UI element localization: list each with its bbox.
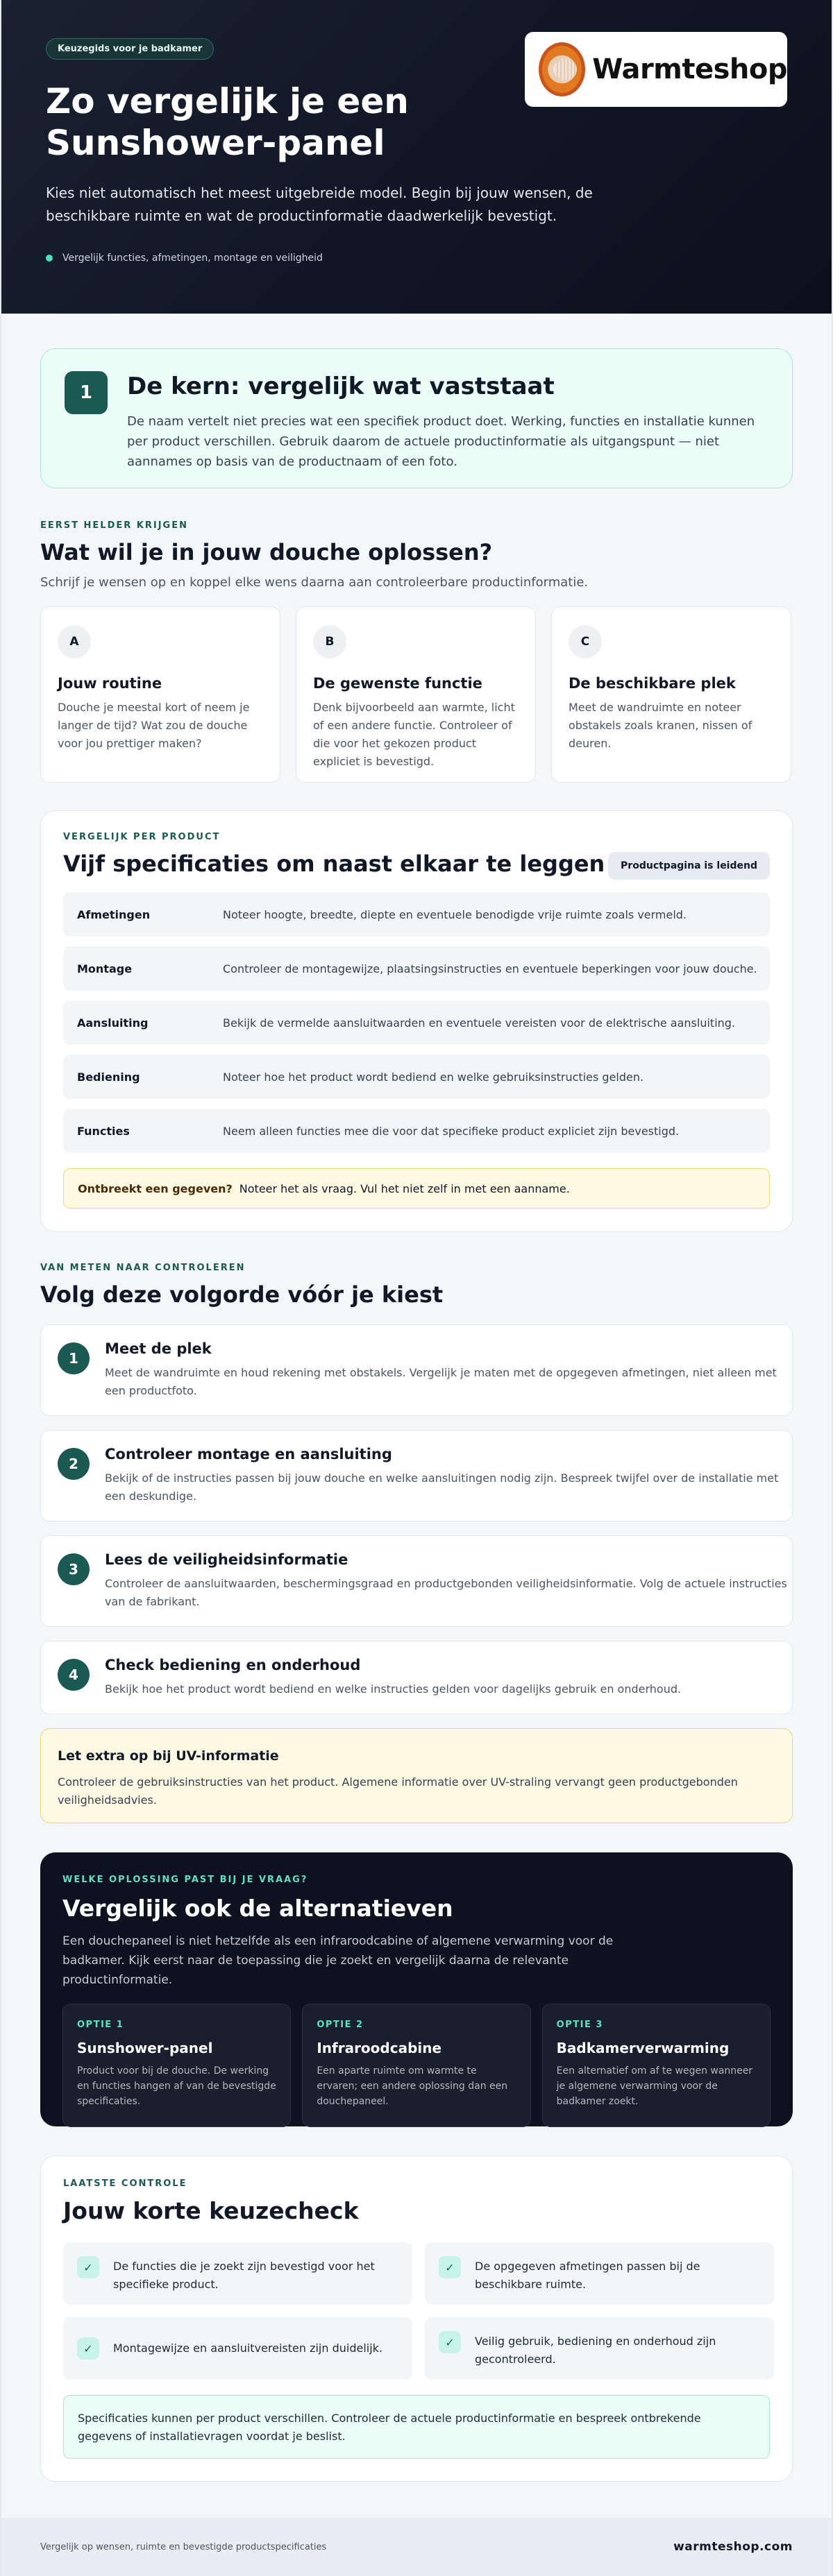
spec-row bbox=[63, 1055, 770, 1099]
option-label: OPTIE 2 bbox=[317, 2020, 364, 2030]
step-title: Meet de plek bbox=[105, 1340, 212, 1357]
step-title: Lees de veiligheidsinformatie bbox=[105, 1551, 348, 1568]
wishes-eyebrow: EERST HELDER KRIJGEN bbox=[40, 520, 188, 531]
wish-text: Douche je meestal kort of neem je langer de tijd? Wat zou de douche voor jou prettiger maken? bbox=[58, 701, 250, 750]
uv-text: Controleer de gebruiksinstructies van het product. Algemene informatie over UV-straling vervangt geen productgebonden veiligheidsadvies. bbox=[58, 1775, 738, 1807]
wish-title: Jouw routine bbox=[58, 675, 162, 692]
spec-key: Montage bbox=[77, 962, 133, 975]
hero-bullet bbox=[46, 253, 832, 264]
steps-section bbox=[40, 1263, 793, 1823]
check-item bbox=[425, 2242, 774, 2305]
spec-key: Afmetingen bbox=[77, 907, 151, 921]
option-text: Product voor bij de douche. De werking en functies hangen af van de bevestigde specificaties. bbox=[77, 2065, 276, 2107]
specs-section bbox=[40, 810, 793, 1232]
page-title: Zo vergelijk je een Sunshower-panel bbox=[46, 81, 409, 163]
alt-eyebrow: WELKE OPLOSSING PAST BIJ JE VRAAG? bbox=[62, 1875, 308, 1885]
option-card bbox=[302, 2004, 530, 2127]
check-item-text: Veilig gebruik, bediening en onderhoud zijn gecontroleerd. bbox=[475, 2335, 716, 2366]
step-text: Bekijk hoe het product wordt bediend en welke instructies gelden voor dagelijks gebruik en onderhoud. bbox=[105, 1682, 682, 1696]
uv-callout bbox=[40, 1728, 793, 1823]
check-title: Jouw korte keuzecheck bbox=[63, 2197, 359, 2224]
step-text: Bekijk of de instructies passen bij jouw douche en welke aansluitingen nodig zijn. Bespreek twijfel over de installatie met een deskundige. bbox=[105, 1472, 779, 1503]
hero bbox=[1, 0, 832, 314]
wish-text: Denk bijvoorbeeld aan warmte, licht of een andere functie. Controleer of die voor het gekozen product expliciet is bevestigd. bbox=[313, 701, 515, 768]
option-label: OPTIE 3 bbox=[556, 2020, 603, 2030]
spec-key: Aansluiting bbox=[77, 1016, 149, 1030]
steps-eyebrow: VAN METEN NAAR CONTROLEREN bbox=[40, 1263, 246, 1273]
check-item-text: De opgegeven afmetingen passen bij de beschikbare ruimte. bbox=[475, 2260, 700, 2291]
bullet-dot-icon bbox=[46, 255, 53, 262]
spec-key: Functies bbox=[77, 1124, 130, 1138]
step-text: Controleer de aansluitwaarden, beschermingsgraad en productgebonden veiligheidsinformatie. Volg de actuele instructies van de fabrikant. bbox=[105, 1577, 787, 1608]
spec-row bbox=[63, 1109, 770, 1153]
wish-letter: B bbox=[313, 625, 346, 658]
main-content bbox=[1, 348, 832, 2482]
option-text: Een aparte ruimte om warmte te ervaren; een andere oplossing dan een douchepaneel. bbox=[317, 2065, 508, 2107]
steps-title: Volg deze volgorde vóór je kiest bbox=[40, 1281, 444, 1308]
step-card bbox=[40, 1535, 793, 1627]
uv-title: Let extra op bij UV-informatie bbox=[58, 1748, 279, 1764]
option-title: Infraroodcabine bbox=[317, 2040, 442, 2056]
footer bbox=[1, 2518, 832, 2576]
wishes-sub: Schrijf je wensen op en koppel elke wens daarna aan controleerbare productinformatie. bbox=[40, 575, 589, 590]
spec-row bbox=[63, 892, 770, 937]
step-number: 3 bbox=[58, 1553, 90, 1585]
alt-title: Vergelijk ook de alternatieven bbox=[62, 1895, 453, 1922]
check-icon: ✓ bbox=[77, 2256, 99, 2278]
kern-title: De kern: vergelijk wat vaststaat bbox=[127, 373, 555, 400]
hero-bullet-text: Vergelijk functies, afmetingen, montage en veiligheid bbox=[62, 253, 323, 264]
spec-key: Bediening bbox=[77, 1070, 140, 1084]
wish-letter: C bbox=[569, 625, 602, 658]
check-eyebrow: LAATSTE CONTROLE bbox=[63, 2178, 187, 2189]
wish-card bbox=[551, 606, 791, 783]
warning-label: Ontbreekt een gegeven? bbox=[78, 1182, 233, 1195]
wishes-section bbox=[40, 520, 793, 783]
wish-text: Meet de wandruimte en noteer obstakels zoals kranen, nissen of deuren. bbox=[569, 701, 752, 750]
spec-value: Neem alleen functies mee die voor dat specifieke product expliciet zijn bevestigd. bbox=[223, 1124, 680, 1138]
hero-lead: Kies niet automatisch het meest uitgebreide model. Begin bij jouw wensen, de beschikbare ruimte en wat de productinformatie daadwerkelijk bevestigt. bbox=[46, 185, 593, 224]
spec-value: Bekijk de vermelde aansluitwaarden en eventuele vereisten voor de elektrische aansluiting. bbox=[223, 1016, 736, 1030]
specs-eyebrow: VERGELIJK PER PRODUCT bbox=[63, 832, 221, 842]
check-note: Specificaties kunnen per product verschillen. Controleer de actuele productinformatie en bespreek ontbrekende gegevens of installatievragen voordat je beslist. bbox=[63, 2395, 770, 2459]
check-item bbox=[63, 2242, 412, 2305]
spec-value: Noteer hoogte, breedte, diepte en eventuele benodigde vrije ruimte zoals vermeld. bbox=[223, 907, 687, 921]
wish-title: De beschikbare plek bbox=[569, 675, 736, 692]
wish-title: De gewenste functie bbox=[313, 675, 482, 692]
option-title: Badkamerverwarming bbox=[556, 2040, 730, 2056]
check-item bbox=[425, 2317, 774, 2380]
specs-title: Vijf specificaties om naast elkaar te leggen bbox=[63, 851, 605, 877]
check-item-text: De functies die je zoekt zijn bevestigd voor het specifieke product. bbox=[113, 2260, 375, 2291]
step-text: Meet de wandruimte en houd rekening met obstakels. Vergelijk je maten met de opgegeven afmetingen, niet alleen met een productfoto. bbox=[105, 1366, 777, 1397]
hero-pill: Keuzegids voor je badkamer bbox=[46, 38, 214, 60]
kern-number: 1 bbox=[65, 371, 108, 414]
step-card bbox=[40, 1324, 793, 1416]
step-card bbox=[40, 1641, 793, 1714]
option-text: Een alternatief om af te wegen wanneer je algemene verwarming voor de badkamer zoekt. bbox=[556, 2065, 753, 2107]
check-icon: ✓ bbox=[439, 2256, 461, 2278]
option-card bbox=[62, 2004, 291, 2127]
spec-row bbox=[63, 1000, 770, 1045]
step-number: 2 bbox=[58, 1448, 90, 1480]
spec-row bbox=[63, 946, 770, 991]
step-title: Check bediening en onderhoud bbox=[105, 1657, 361, 1673]
specs-badge: Productpagina is leidend bbox=[608, 852, 770, 880]
brand-logo[interactable] bbox=[525, 32, 787, 107]
kern-text: De naam vertelt niet precies wat een specifiek product doet. Werking, functies en installatie kunnen per product verschillen. Gebruik daarom de actuele productinformatie als uitgangspunt — niet aannames op basis van de productnaam of een foto. bbox=[127, 414, 755, 469]
alternatives-section bbox=[40, 1852, 793, 2126]
logo-text: Warmteshop bbox=[592, 53, 787, 85]
check-item-text: Montagewijze en aansluitvereisten zijn duidelijk. bbox=[113, 2342, 383, 2355]
footer-site-link[interactable]: warmteshop.com bbox=[673, 2540, 793, 2554]
option-title: Sunshower-panel bbox=[77, 2040, 213, 2056]
kern-callout bbox=[40, 348, 793, 488]
step-number: 4 bbox=[58, 1659, 90, 1691]
logo-mark-icon bbox=[539, 42, 585, 96]
check-icon: ✓ bbox=[77, 2337, 99, 2360]
check-section bbox=[40, 2156, 793, 2482]
wish-card bbox=[296, 606, 536, 783]
footer-tagline: Vergelijk op wensen, ruimte en bevestigde productspecificaties bbox=[40, 2541, 327, 2552]
specs-warning bbox=[63, 1168, 770, 1209]
step-number: 1 bbox=[58, 1342, 90, 1374]
step-card bbox=[40, 1430, 793, 1521]
check-icon: ✓ bbox=[439, 2331, 461, 2353]
check-item bbox=[63, 2317, 412, 2380]
option-card bbox=[542, 2004, 771, 2127]
wish-letter: A bbox=[58, 625, 91, 658]
alt-sub: Een douchepaneel is niet hetzelfde als een infraroodcabine of algemene verwarming voor de badkamer. Kijk eerst naar de toepassing die je zoekt en vergelijk daarna de relevante productinformatie. bbox=[62, 1934, 614, 1987]
spec-value: Controleer de montagewijze, plaatsingsinstructies en eventuele beperkingen voor jouw douche. bbox=[223, 962, 757, 975]
step-title: Controleer montage en aansluiting bbox=[105, 1446, 392, 1462]
wish-card bbox=[40, 606, 280, 783]
wishes-title: Wat wil je in jouw douche oplossen? bbox=[40, 539, 493, 565]
spec-value: Noteer hoe het product wordt bediend en welke gebruiksinstructies gelden. bbox=[223, 1070, 644, 1084]
option-label: OPTIE 1 bbox=[77, 2020, 124, 2030]
warning-text: Noteer het als vraag. Vul het niet zelf in met een aanname. bbox=[239, 1182, 570, 1195]
